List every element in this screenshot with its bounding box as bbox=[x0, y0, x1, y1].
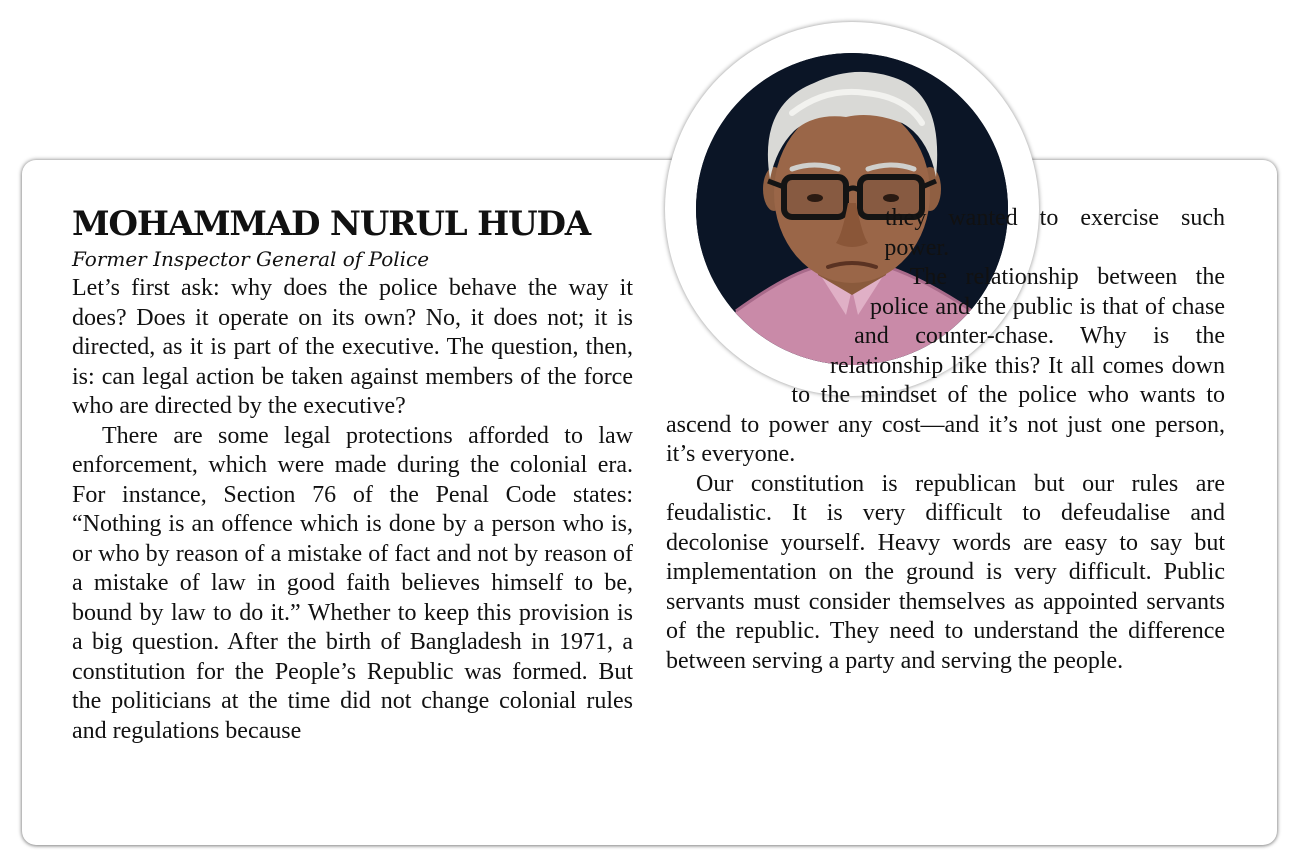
paragraph: Let’s first ask: why does the police behave the way it does? Does it operate on its own? No, it does not; it is directed, as it is part of the executive. The question, then, is: can legal action be taken against members of the force who are directed by the executive? bbox=[72, 275, 633, 419]
paragraph: The relationship between the police and the public is that of chase and counter-chase. Why is the relationship like this? It all comes down to the mindset of the police who wants to ascend to power any cost—and it’s not just one person, it’s everyone. bbox=[666, 264, 1225, 467]
paragraph: Our constitution is republican but our rules are feudalistic. It is very difficult to defeudalise and decolonise yourself. Heavy words are easy to say but implementation on the ground is very difficult. Public servants must consider themselves as appointed servants of the republic. They need to understand the difference between serving a party and serving the people. bbox=[666, 470, 1225, 674]
paragraph: they wanted to exercise such power. bbox=[884, 205, 1225, 261]
article-column-left bbox=[72, 274, 633, 746]
author-name: MOHAMMAD NURUL HUDA bbox=[72, 204, 590, 244]
author-title: Former Inspector General of Police bbox=[72, 247, 430, 271]
article-column-right bbox=[666, 204, 1225, 676]
paragraph: There are some legal protections afforded to law enforcement, which were made during the colonial era. For instance, Section 76 of the Penal Code states: “Nothing is an offence which is done by a person who is, or who by reason of a mistake of fact and not by reason of a mistake of law in good faith believes himself to be, bound by law to do it.” Whether to keep this provision is a big question. After the birth of Bangladesh in 1971, a constitution for the People’s Republic was formed. But the politicians at the time did not change colonial rules and regulations because bbox=[72, 422, 633, 744]
